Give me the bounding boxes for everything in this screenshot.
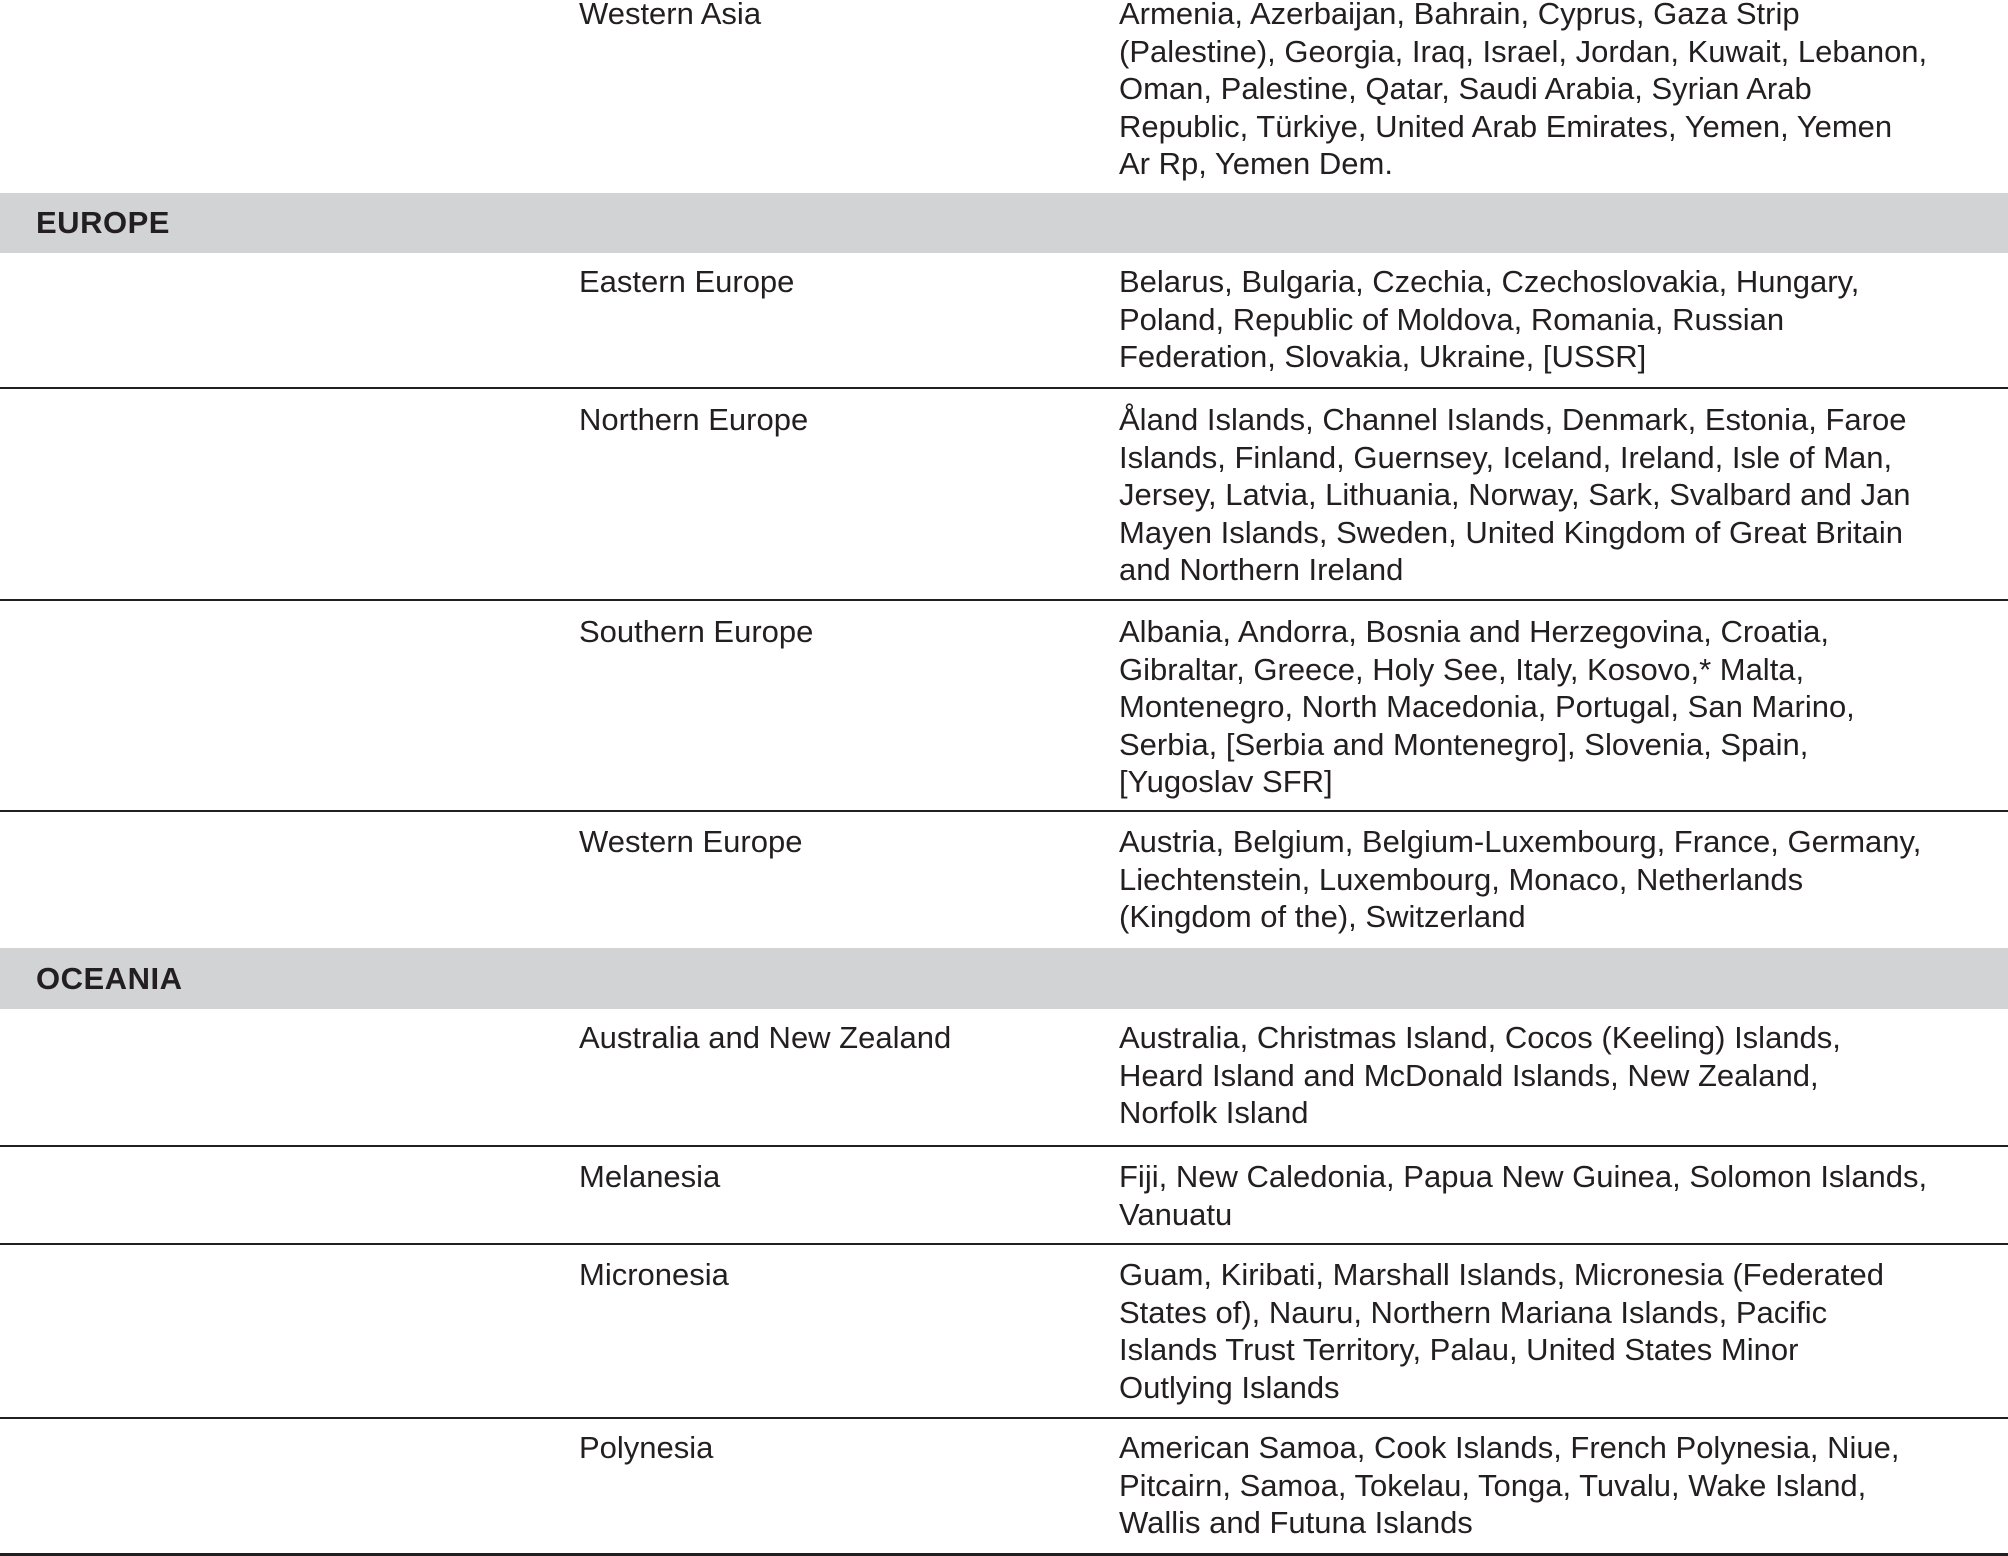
region-name: OCEANIA: [36, 960, 183, 996]
subregion-name: Western Asia: [579, 0, 762, 31]
country-list: Belarus, Bulgaria, Czechia, Czechoslovakia, Hungary, Poland, Republic of Moldova, Romania, Russian Federation, Slovakia, Ukraine, [USSR]: [1119, 264, 1860, 374]
table-row-australia-new-zealand: [0, 1009, 2008, 1147]
table-row-eastern-europe: [0, 253, 2008, 389]
country-list: Åland Islands, Channel Islands, Denmark, Estonia, Faroe Islands, Finland, Guernsey, Iceland, Ireland, Isle of Man, Jersey, Latvia, Lithuania, Norway, Sark, Svalbard and Jan Mayen Islands, Sweden, United Kingdom of Great Britain and Northern Ireland: [1119, 402, 1911, 587]
table-row-micronesia: [0, 1245, 2008, 1419]
country-list: Guam, Kiribati, Marshall Islands, Micronesia (Federated States of), Nauru, Northern Mariana Islands, Pacific Islands Trust Territory, Palau, United States Minor Outlying Islands: [1119, 1257, 1884, 1405]
table-row-melanesia: [0, 1147, 2008, 1245]
country-list: Armenia, Azerbaijan, Bahrain, Cyprus, Gaza Strip (Palestine), Georgia, Iraq, Israel, Jordan, Kuwait, Lebanon, Oman, Palestine, Qatar, Saudi Arabia, Syrian Arab Republic, Türkiye, United Arab Emirates, Yemen, Yemen Ar Rp, Yemen Dem.: [1119, 0, 1928, 181]
country-list: Fiji, New Caledonia, Papua New Guinea, Solomon Islands, Vanuatu: [1119, 1159, 1928, 1232]
country-list: Australia, Christmas Island, Cocos (Keeling) Islands, Heard Island and McDonald Islands, New Zealand, Norfolk Island: [1119, 1020, 1841, 1130]
subregion-name: Northern Europe: [579, 402, 809, 437]
country-list: Albania, Andorra, Bosnia and Herzegovina, Croatia, Gibraltar, Greece, Holy See, Italy, Kosovo,* Malta, Montenegro, North Macedonia, Portugal, San Marino, Serbia, [Serbia and Montenegro], Slovenia, Spain, [Yugoslav SFR]: [1119, 614, 1855, 799]
table-row-southern-europe: [0, 601, 2008, 812]
table-row-western-asia: [0, 0, 2008, 193]
subregion-name: Polynesia: [579, 1430, 714, 1465]
subregion-name: Southern Europe: [579, 614, 814, 649]
subregion-name: Eastern Europe: [579, 264, 795, 299]
table-row-northern-europe: [0, 389, 2008, 601]
region-header-europe: [0, 193, 2008, 253]
table-row-western-europe: [0, 812, 2008, 948]
subregion-name: Australia and New Zealand: [579, 1020, 952, 1055]
subregion-name: Micronesia: [579, 1257, 729, 1292]
subregion-name: Western Europe: [579, 824, 803, 859]
country-list: Austria, Belgium, Belgium-Luxembourg, France, Germany, Liechtenstein, Luxembourg, Monaco, Netherlands (Kingdom of the), Switzerland: [1119, 824, 1922, 934]
region-header-oceania: [0, 948, 2008, 1009]
table-row-polynesia: [0, 1419, 2008, 1556]
country-list: American Samoa, Cook Islands, French Polynesia, Niue, Pitcairn, Samoa, Tokelau, Tonga, Tuvalu, Wake Island, Wallis and Futuna Islands: [1119, 1430, 1900, 1540]
subregion-name: Melanesia: [579, 1159, 721, 1194]
region-name: EUROPE: [36, 205, 170, 240]
